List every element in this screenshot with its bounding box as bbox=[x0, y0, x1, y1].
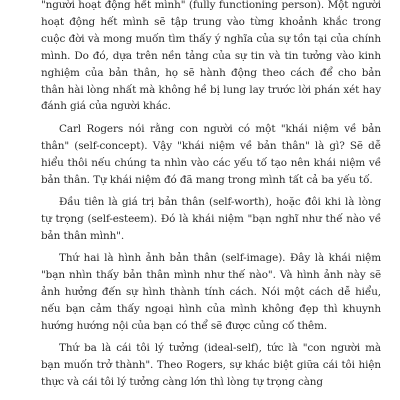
paragraph-self-concept: Carl Rogers nói rằng con người có một "khái niệm về bản thân" (self-concept). Vậy "khái niệm về bản thân" là gì? Sẽ dễ hiểu thôi nếu chúng ta nhìn vào các yếu tố tạo nên khái niệm về bản thân. Tự khái niệm đó đã mang trong mình tất cả ba yếu tố. bbox=[41, 122, 381, 186]
paragraph-ideal-self: Thứ ba là cái tôi lý tưởng (ideal-self), tức là "con người mà bạn muốn trở thành". Theo Rogers, sự khác biệt giữa cái tôi hiện thực và cái tôi lý tưởng càng lớn thì lòng tự trọng càng bbox=[41, 342, 381, 389]
paragraph-self-worth: Đầu tiên là giá trị bản thân (self-worth), hoặc đôi khi là lòng tự trọng (self-esteem). Đó là khái niệm "bạn nghĩ như thế nào về bản thân mình". bbox=[41, 195, 381, 242]
page-text bbox=[41, 0, 381, 396]
paragraph-fully-functioning-person: "người hoạt động hết mình" (fully functioning person). Một người hoạt động hết mình sẽ tập trung vào từng khoảnh khắc trong cuộc đời và mong muốn tìm thấy ý nghĩa của sự tồn tại của chính mình. Do đó, dựa trên nền tảng của sự tin và tin tưởng vào kinh nghiệm của bản thân, họ sẽ hành động theo cách để cho bản thân hài lòng nhất mà không hề bị lung lay trước lời phán xét hay đánh giá của người khác. bbox=[41, 0, 381, 113]
paragraph-self-image: Thứ hai là hình ảnh bản thân (self-image). Đây là khái niệm "bạn nhìn thấy bản thân mình như thế nào". Và hình ảnh này sẽ ảnh hưởng đến sự hình thành tính cách. Nói một cách dễ hiểu, nếu bạn cảm thấy ngoại hình của mình không đẹp thì khuynh hướng hướng nội của bạn có thể sẽ được củng cố thêm. bbox=[41, 252, 381, 332]
